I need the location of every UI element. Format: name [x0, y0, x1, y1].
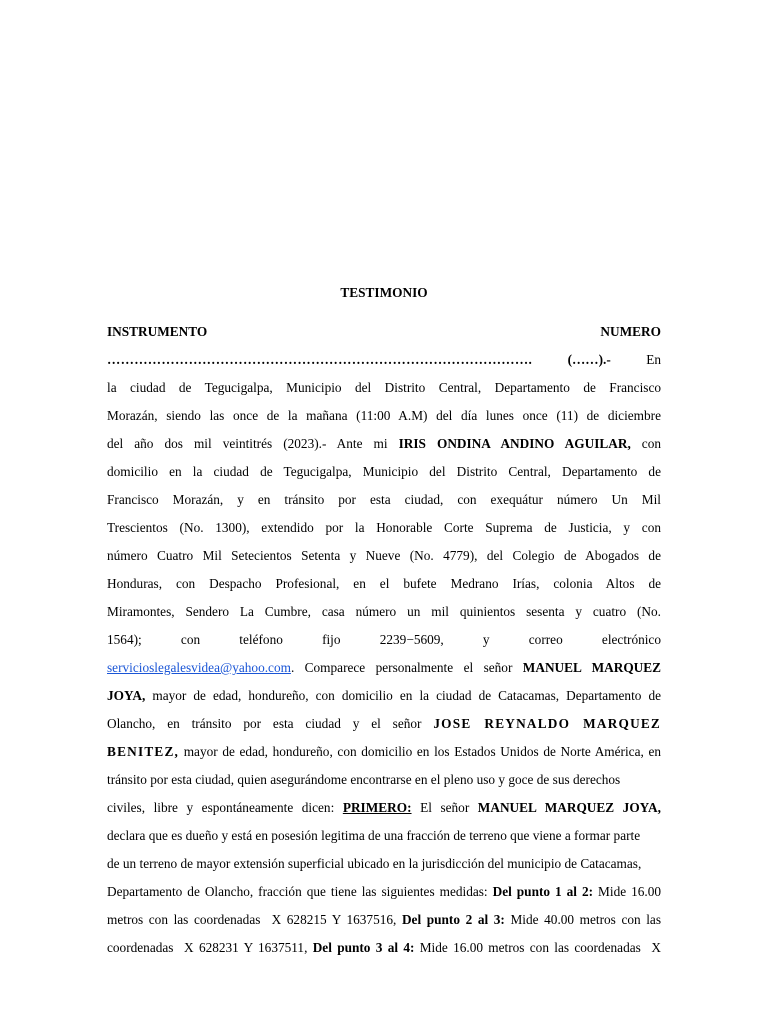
text-line: JOYA, mayor de edad, hondureño, con domicilio en la ciudad de Catacamas, Departamento de: [107, 688, 661, 703]
text-line: de un terreno de mayor extensión superficial ubicado en la jurisdicción del municipio de Catacamas,: [107, 856, 642, 871]
text-line: 1564); con teléfono fijo 2239−5609, y correo electrónico: [107, 632, 661, 647]
document-title: TESTIMONIO: [340, 285, 428, 300]
text-line: domicilio en la ciudad de Tegucigalpa, Municipio del Distrito Central, Departamento de: [107, 464, 661, 479]
text-line: tránsito por esta ciudad, quien asegurándome encontrarse en el pleno uso y goce de sus derechos: [107, 772, 621, 787]
text-line: Trescientos (No. 1300), extendido por la Honorable Corte Suprema de Justicia, y con: [107, 520, 661, 535]
text-line: Morazán, siendo las once de la mañana (11:00 A.M) del día lunes once (11) de diciembre: [107, 408, 661, 423]
text-line: la ciudad de Tegucigalpa, Municipio del Distrito Central, Departamento de Francisco: [107, 380, 661, 395]
text-line: servicioslegalesvidea@yahoo.com. Comparece personalmente el señor MANUEL MARQUEZ: [107, 660, 662, 675]
text-line: Departamento de Olancho, fracción que tiene las siguientes medidas: Del punto 1 al 2: Mide 16.00: [107, 884, 662, 899]
notary-name: IRIS ONDINA ANDINO AGUILAR,: [398, 436, 631, 451]
text-line: coordenadas X 628231 Y 1637511, Del punto 3 al 4: Mide 16.00 metros con las coordenadas X: [107, 940, 661, 955]
section-heading: PRIMERO:: [342, 800, 412, 815]
text-line: civiles, libre y espontáneamente dicen: PRIMERO: El señor MANUEL MARQUEZ JOYA,: [107, 800, 661, 815]
text-line: INSTRUMENTO NUMERO: [107, 324, 661, 339]
text-line: Miramontes, Sendero La Cumbre, casa número un mil quinientos sesenta y cuatro (No.: [107, 604, 661, 619]
email-link[interactable]: servicioslegalesvidea@yahoo.com: [107, 660, 291, 675]
text-line: BENITEZ, mayor de edad, hondureño, con domicilio en los Estados Unidos de Norte América, en: [107, 744, 662, 759]
document-body: [107, 318, 661, 962]
text-line: metros con las coordenadas X 628215 Y 1637516, Del punto 2 al 3: Mide 40.00 metros con las: [107, 912, 662, 927]
text-line: del año dos mil veintitrés (2023).- Ante mi IRIS ONDINA ANDINO AGUILAR, con: [107, 436, 661, 451]
text-line: Olancho, en tránsito por esta ciudad y el señor JOSE REYNALDO MARQUEZ: [107, 716, 662, 731]
text-line: declara que es dueño y está en posesión legitima de una fracción de terreno que viene a formar parte: [107, 828, 641, 843]
text-line: Honduras, con Despacho Profesional, en el bufete Medrano Irías, colonia Altos de: [107, 576, 661, 591]
text-line: Francisco Morazán, y en tránsito por esta ciudad, con exequátur número Un Mil: [107, 492, 661, 507]
text-line: número Cuatro Mil Setecientos Setenta y Nueve (No. 4779), del Colegio de Abogados de: [107, 548, 661, 563]
text-line: …………………………………………………………………………………. (……).- En: [107, 352, 661, 367]
